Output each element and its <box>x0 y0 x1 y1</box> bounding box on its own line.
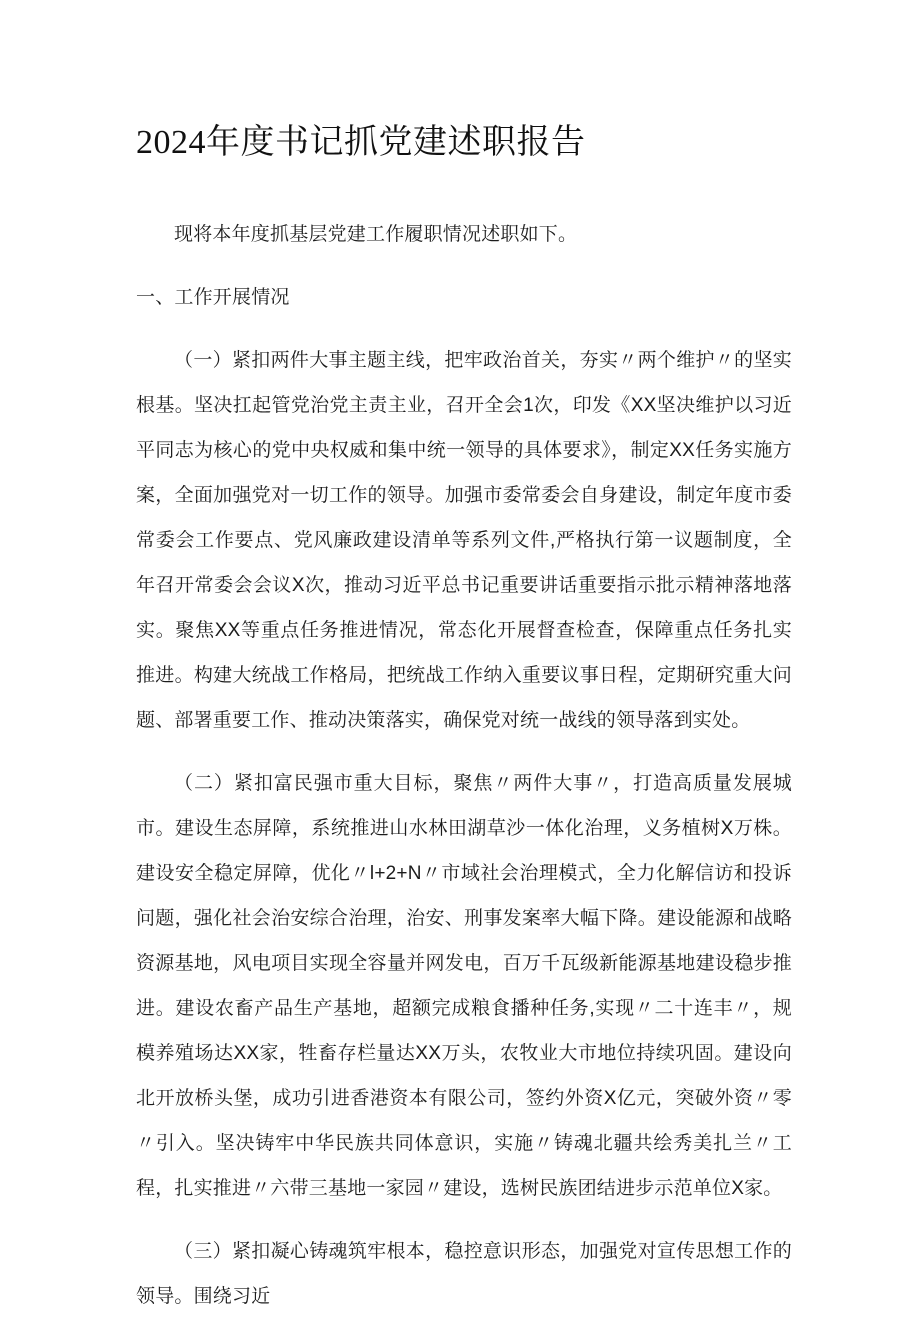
page-title: 2024年度书记抓党建述职报告 <box>136 124 586 161</box>
document-content <box>136 0 792 1319</box>
body-paragraph: （二）紧扣富民强市重大目标，聚焦〃两件大事〃，打造高质量发展城市。建设生态屏障，系统推进山水林田湖草沙一体化治理，义务植树X万株。建设安全稳定屏障，优化〃l+2+N〃市域社会治理模式，全力化解信访和投诉问题，强化社会治安综合治理，治安、刑事发案率大幅下降。建设能源和战略资源基地，风电项目实现全容量并网发电，百万千瓦级新能源基地建设稳步推进。建设农畜产品生产基地，超额完成粮食播种任务,实现〃二十连丰〃，规模养殖场达XX家，牲畜存栏量达XX万头，农牧业大市地位持续巩固。建设向北开放桥头堡，成功引进香港资本有限公司，签约外资X亿元，突破外资〃零〃引入。坚决铸牢中华民族共同体意识，实施〃铸魂北疆共绘秀美扎兰〃工程，扎实推进〃六带三基地一家园〃建设，选树民族团结进步示范单位X家。 <box>136 772 792 1199</box>
section-heading: 一、工作开展情况 <box>136 286 290 308</box>
lead-paragraph: 现将本年度抓基层党建工作履职情况述职如下。 <box>174 223 578 245</box>
body-paragraph: （三）紧扣凝心铸魂筑牢根本，稳控意识形态，加强党对宣传思想工作的领导。围绕习近 <box>136 1240 792 1307</box>
body-paragraph: （一）紧扣两件大事主题主线，把牢政治首关，夯实〃两个维护〃的坚实根基。坚决扛起管党治党主责主业，召开全会1次，印发《XX坚决维护以习近平同志为核心的党中央权威和集中统一领导的具体要求》，制定XX任务实施方案，全面加强党对一切工作的领导。加强市委常委会自身建设，制定年度市委常委会工作要点、党风廉政建设清单等系列文件,严格执行第一议题制度，全年召开常委会会议X次，推动习近平总书记重要讲话重要指示批示精神落地落实。聚焦XX等重点任务推进情况，常态化开展督查检查，保障重点任务扎实推进。构建大统战工作格局，把统战工作纳入重要议事日程，定期研究重大问题、部署重要工作、推动决策落实，确保党对统一战线的领导落到实处。 <box>136 349 792 731</box>
